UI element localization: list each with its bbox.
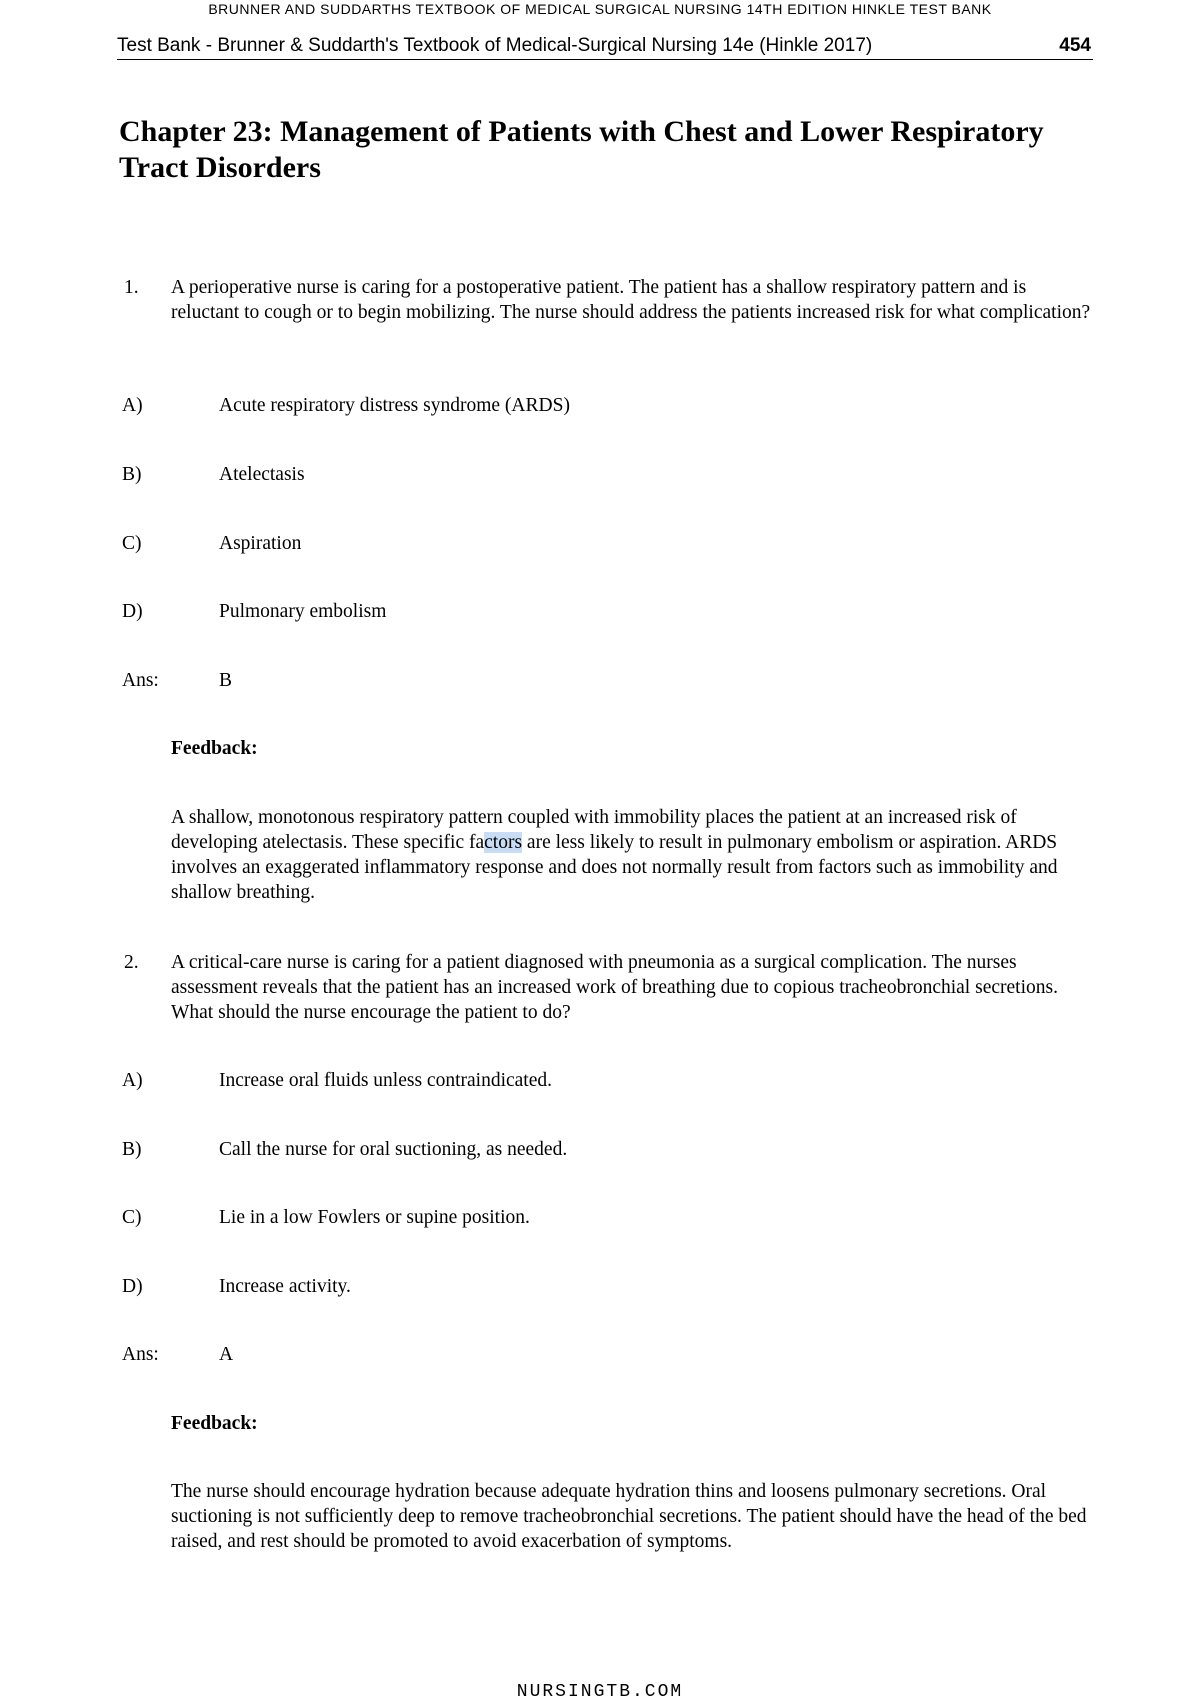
question-1-number: 1.	[124, 277, 139, 298]
q1-option-c-letter: C)	[122, 533, 142, 554]
q1-option-b-letter: B)	[122, 464, 142, 485]
chapter-title: Chapter 23: Management of Patients with Chest and Lower Respiratory Tract Disorders	[119, 115, 1044, 184]
q2-feedback-text: The nurse should encourage hydration because adequate hydration thins and loosens pulmonary secretions. Oral suctioning is not sufficiently deep to remove tracheobronchial secretions. The patient should have the head of the bed raised, and rest should be promoted to avoid exacerbation of symptoms.	[171, 1481, 1087, 1552]
question-1-text: A perioperative nurse is caring for a postoperative patient. The patient has a shallow respiratory pattern and is reluctant to cough or to begin mobilizing. The nurse should address the patients increased risk for what complication?	[171, 277, 1091, 323]
q1-answer-label: Ans:	[122, 670, 159, 691]
q1-option-c-text: Aspiration	[219, 533, 302, 554]
q2-option-d-text: Increase activity.	[219, 1276, 351, 1297]
running-header	[117, 34, 1093, 60]
q1-answer-value: B	[219, 670, 233, 691]
q1-feedback-part-1: A shallow, monotonous respiratory pattern coupled with immobility places the patient at an increased risk of developing atelectasis. These specific fa	[171, 807, 1017, 853]
text-selection-highlight: ctors	[484, 832, 523, 853]
q1-feedback-part-2: are less likely to result in pulmonary embolism or aspiration. ARDS involves an exaggerated inflammatory response and does not normally result from factors such as immobility and shallow breathing.	[171, 832, 1058, 903]
question-2-text: A critical-care nurse is caring for a patient diagnosed with pneumonia as a surgical complication. The nurses assessment reveals that the patient has an increased work of breathing due to copious tracheobronchial secretions. What should the nurse encourage the patient to do?	[171, 952, 1058, 1023]
q1-option-d-text: Pulmonary embolism	[219, 601, 387, 622]
q2-option-b-text: Call the nurse for oral suctioning, as needed.	[219, 1139, 568, 1160]
q2-option-c-text: Lie in a low Fowlers or supine position.	[219, 1207, 530, 1228]
document-banner: BRUNNER AND SUDDARTHS TEXTBOOK OF MEDICAL SURGICAL NURSING 14TH EDITION HINKLE TEST BANK	[208, 1, 992, 17]
q1-option-a-letter: A)	[122, 395, 143, 416]
q2-answer-label: Ans:	[122, 1344, 159, 1365]
page-number: 454	[1059, 35, 1091, 56]
q1-option-a-text: Acute respiratory distress syndrome (ARDS)	[219, 395, 570, 416]
q2-option-c-letter: C)	[122, 1207, 142, 1228]
q2-answer-value: A	[219, 1344, 234, 1365]
running-header-title: Test Bank - Brunner & Suddarth's Textbook of Medical-Surgical Nursing 14e (Hinkle 2017)	[117, 35, 873, 56]
q2-option-b-letter: B)	[122, 1139, 142, 1160]
q2-option-a-text: Increase oral fluids unless contraindicated.	[219, 1070, 552, 1091]
footer-watermark: NURSINGTB.COM	[516, 1682, 684, 1702]
q1-option-b-text: Atelectasis	[219, 464, 305, 485]
q2-option-a-letter: A)	[122, 1070, 143, 1091]
q1-feedback-text	[171, 805, 1101, 905]
q1-option-d-letter: D)	[122, 601, 143, 622]
question-2-number: 2.	[124, 952, 139, 973]
q2-option-d-letter: D)	[122, 1276, 143, 1297]
q2-feedback-heading: Feedback:	[171, 1413, 258, 1434]
q1-feedback-heading: Feedback:	[171, 738, 258, 759]
